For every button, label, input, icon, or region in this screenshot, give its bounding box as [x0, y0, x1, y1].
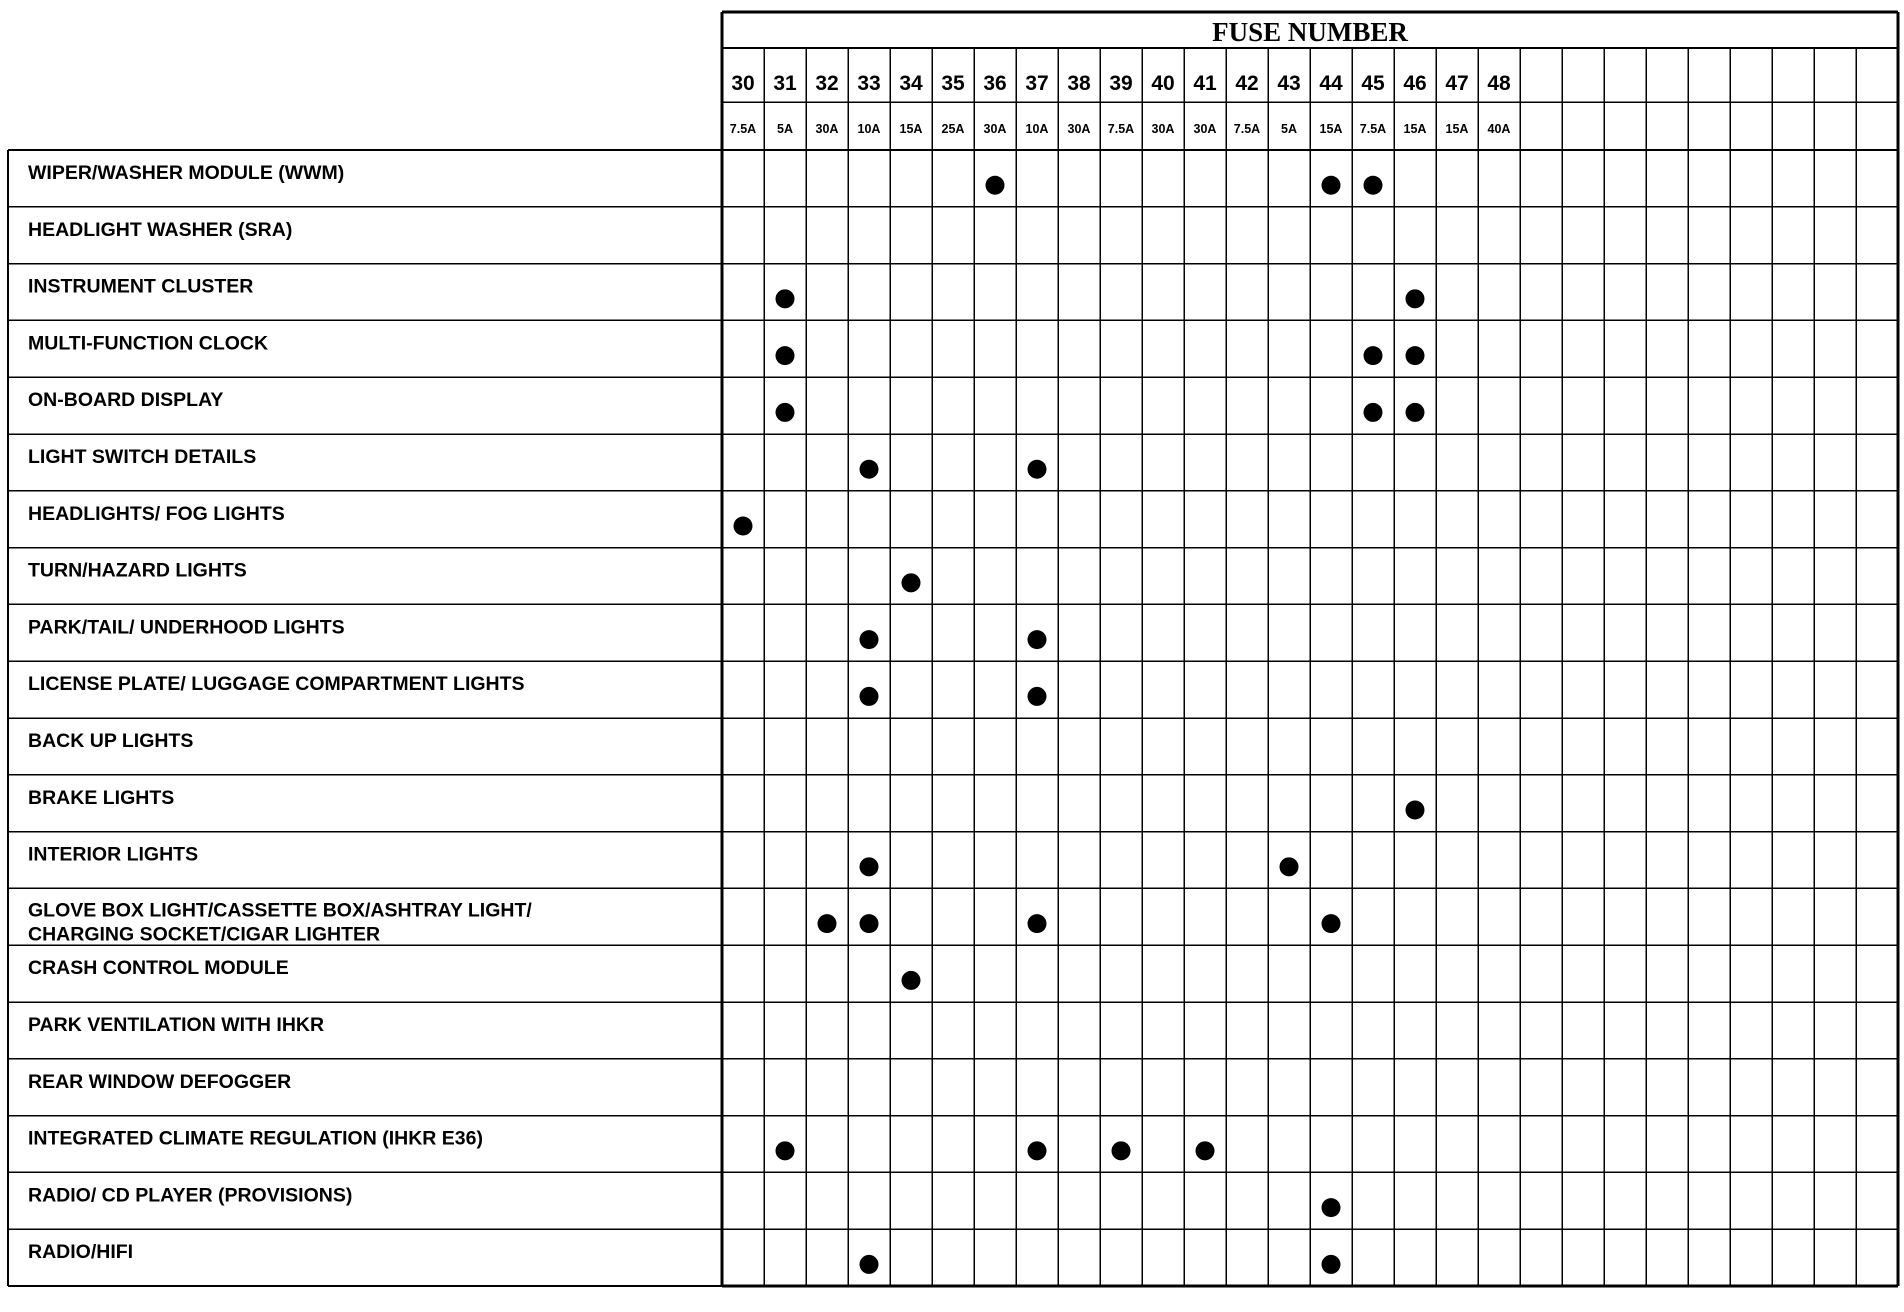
fuse-rating: 30A [815, 122, 839, 136]
fuse-usage-dot [1322, 1255, 1341, 1274]
fuse-usage-dot [1406, 801, 1425, 820]
fuse-rating: 5A [777, 122, 793, 136]
fuse-rating: 10A [1025, 122, 1049, 136]
circuit-label: RADIO/ CD PLAYER (PROVISIONS) [28, 1184, 353, 1207]
fuse-rating: 7.5A [1359, 122, 1387, 136]
fuse-usage-dot [986, 176, 1005, 195]
fuse-usage-dot [860, 857, 879, 876]
circuit-label: PARK VENTILATION WITH IHKR [28, 1014, 325, 1036]
fuse-number: 38 [1067, 72, 1091, 95]
fuse-usage-dot [860, 687, 879, 706]
circuit-label: CRASH CONTROL MODULE [28, 957, 289, 980]
fuse-number: 33 [857, 72, 881, 95]
circuit-label: BRAKE LIGHTS [28, 786, 175, 809]
fuse-rating: 30A [1151, 122, 1175, 136]
fuse-usage-dot [860, 1255, 879, 1274]
fuse-usage-dot [1406, 289, 1425, 308]
fuse-usage-dot [1028, 914, 1047, 933]
circuit-label: LIGHT SWITCH DETAILS [28, 446, 257, 468]
fuse-usage-dot [1196, 1141, 1215, 1160]
fuse-number: 36 [983, 72, 1007, 95]
fuse-number: 46 [1403, 72, 1427, 95]
fuse-rating: 30A [983, 122, 1007, 136]
fuse-usage-dot [1322, 1198, 1341, 1217]
fuse-usage-dot [1364, 346, 1383, 365]
fuse-usage-dot [776, 346, 795, 365]
circuit-label: INTEGRATED CLIMATE REGULATION (IHKR E36) [28, 1127, 483, 1150]
fuse-usage-dot [1406, 403, 1425, 422]
fuse-number: 40 [1151, 72, 1175, 95]
fuse-number: 48 [1487, 72, 1511, 95]
fuse-usage-dot [1028, 630, 1047, 649]
circuit-label: INSTRUMENT CLUSTER [28, 275, 254, 298]
fuse-number: 41 [1193, 72, 1217, 95]
circuit-label: ON-BOARD DISPLAY [28, 389, 224, 412]
circuit-label: TURN/HAZARD LIGHTS [28, 559, 247, 582]
fuse-usage-dot [734, 517, 753, 536]
fuse-rating: 15A [1445, 122, 1469, 136]
circuit-label: HEADLIGHT WASHER (SRA) [28, 218, 293, 241]
fuse-number: 47 [1445, 72, 1469, 95]
circuit-label: REAR WINDOW DEFOGGER [28, 1070, 292, 1093]
fuse-rating: 7.5A [1107, 122, 1135, 136]
circuit-label: LICENSE PLATE/ LUGGAGE COMPARTMENT LIGHTS [28, 673, 525, 696]
fuse-number: 35 [941, 72, 965, 95]
circuit-label: CHARGING SOCKET/CIGAR LIGHTER [28, 923, 381, 946]
fuse-rating: 30A [1193, 122, 1217, 136]
fuse-usage-dot [860, 630, 879, 649]
circuit-label: INTERIOR LIGHTS [28, 843, 199, 866]
circuit-label: MULTI-FUNCTION CLOCK [28, 332, 269, 355]
fuse-usage-dot [860, 460, 879, 479]
fuse-number: 37 [1025, 72, 1049, 95]
circuit-label: GLOVE BOX LIGHT/CASSETTE BOX/ASHTRAY LIGHT/ [28, 899, 532, 922]
fuse-number: 45 [1361, 72, 1385, 95]
fuse-usage-dot [776, 403, 795, 422]
fuse-usage-dot [860, 914, 879, 933]
fuse-usage-dot [1028, 687, 1047, 706]
fuse-usage-dot [1406, 346, 1425, 365]
circuit-label: PARK/TAIL/ UNDERHOOD LIGHTS [28, 616, 345, 639]
fuse-usage-dot [1322, 914, 1341, 933]
circuit-label: HEADLIGHTS/ FOG LIGHTS [28, 502, 285, 525]
fuse-rating: 10A [857, 122, 881, 136]
fuse-number: 32 [815, 72, 839, 95]
fuse-rating: 15A [1319, 122, 1343, 136]
fuse-usage-dot [1364, 403, 1383, 422]
fuse-number: 31 [773, 72, 797, 95]
fuse-usage-dot [902, 573, 921, 592]
circuit-label: BACK UP LIGHTS [28, 730, 194, 752]
fuse-usage-dot [1112, 1141, 1131, 1160]
fuse-number: 30 [731, 72, 755, 95]
circuit-label: WIPER/WASHER MODULE (WWM) [28, 162, 345, 184]
fuse-usage-dot [1280, 857, 1299, 876]
fuse-usage-dot [776, 1141, 795, 1160]
fuse-usage-dot [1322, 176, 1341, 195]
fuse-number: 44 [1319, 72, 1343, 95]
fuse-rating: 5A [1281, 122, 1297, 136]
fuse-rating: 7.5A [729, 122, 757, 136]
fuse-rating: 30A [1067, 122, 1091, 136]
fuse-rating: 25A [941, 122, 965, 136]
fuse-number: 39 [1109, 72, 1133, 95]
fuse-number: 34 [899, 72, 923, 95]
fuse-number: 42 [1235, 72, 1259, 95]
fuse-number: 43 [1277, 72, 1301, 95]
circuit-label: RADIO/HIFI [28, 1241, 134, 1264]
fuse-rating: 40A [1487, 122, 1511, 136]
fuse-rating: 7.5A [1233, 122, 1261, 136]
fuse-usage-dot [818, 914, 837, 933]
fuse-usage-dot [1028, 1141, 1047, 1160]
fuse-rating: 15A [899, 122, 923, 136]
fuse-usage-dot [776, 289, 795, 308]
fuse-rating: 15A [1403, 122, 1427, 136]
fuse-usage-dot [902, 971, 921, 990]
fuse-usage-dot [1364, 176, 1383, 195]
chart-title: FUSE NUMBER [1212, 17, 1408, 47]
fuse-usage-dot [1028, 460, 1047, 479]
